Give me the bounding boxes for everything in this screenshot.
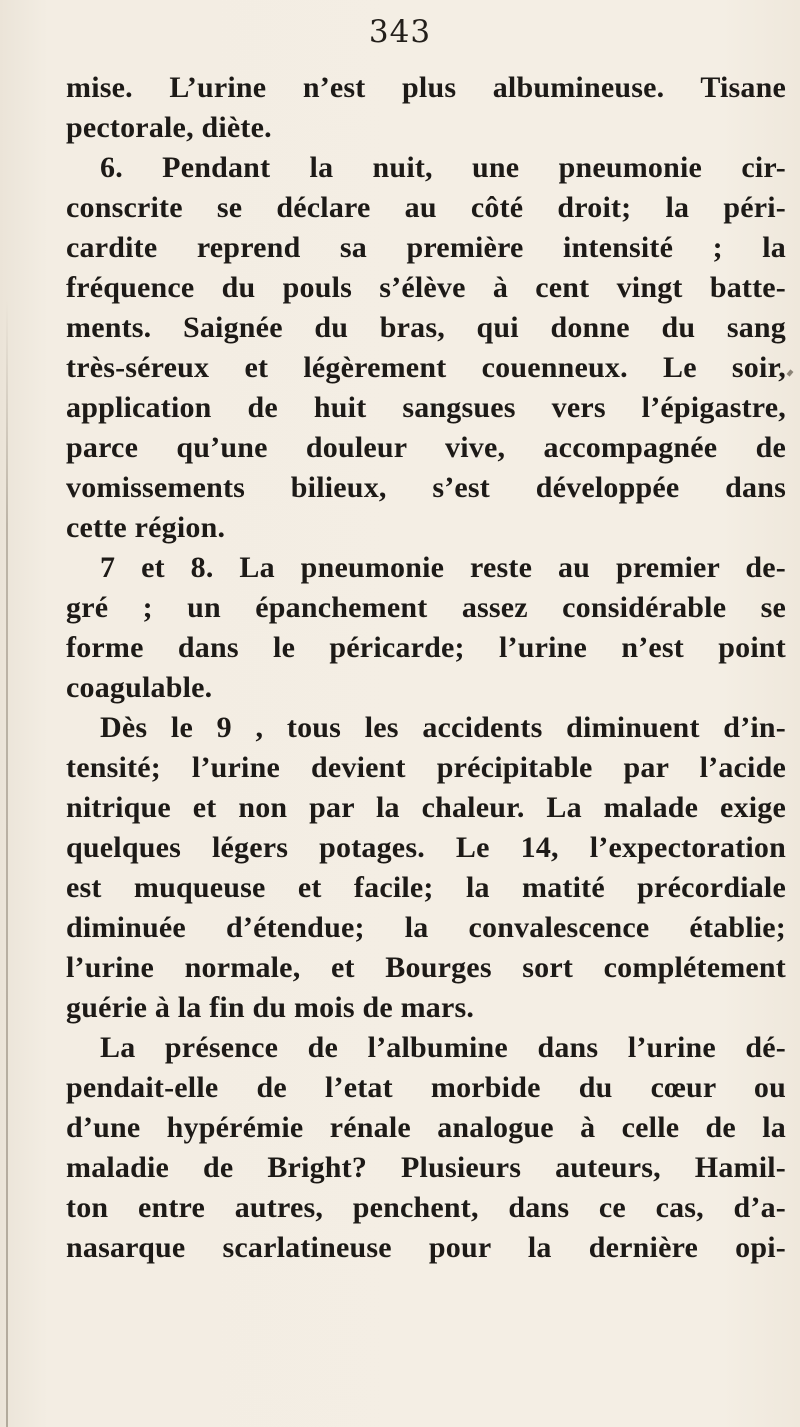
text-line: diminuée d’étendue; la convalescence établie; xyxy=(66,911,786,944)
text-line: La présence de l’albumine dans l’urine dé- xyxy=(100,1031,786,1064)
text-line: 7 et 8. La pneumonie reste au premier de- xyxy=(100,551,786,584)
text-line: vomissements bilieux, s’est développée dans xyxy=(66,471,786,504)
text-line: 6. Pendant la nuit, une pneumonie cir- xyxy=(100,151,786,184)
text-line: cardite reprend sa première intensité ; la xyxy=(66,231,786,264)
text-line: pectorale, diète. xyxy=(66,111,272,144)
text-line: application de huit sangsues vers l’épigastre, xyxy=(66,391,786,424)
text-line: nasarque scarlatineuse pour la dernière opi- xyxy=(66,1231,786,1264)
text-line: pendait-elle de l’etat morbide du cœur ou xyxy=(66,1071,786,1104)
text-line: Dès le 9 , tous les accidents diminuent d’in- xyxy=(100,711,786,744)
text-line: cette région. xyxy=(66,511,226,544)
text-line: coagulable. xyxy=(66,671,213,704)
text-line: guérie à la fin du mois de mars. xyxy=(66,991,475,1024)
text-line: quelques légers potages. Le 14, l’expectoration xyxy=(66,831,786,864)
page-number: 343 xyxy=(368,14,432,50)
text-line: nitrique et non par la chaleur. La malade exige xyxy=(66,791,786,824)
text-line: gré ; un épanchement assez considérable se xyxy=(66,591,786,624)
text-line: est muqueuse et facile; la matité précordiale xyxy=(66,871,786,904)
text-line: ments. Saignée du bras, qui donne du sang xyxy=(66,311,786,344)
text-line: fréquence du pouls s’élève à cent vingt batte- xyxy=(66,271,786,304)
text-line: maladie de Bright? Plusieurs auteurs, Hamil- xyxy=(66,1151,786,1184)
text-line: parce qu’une douleur vive, accompagnée de xyxy=(66,431,786,464)
text-line: tensité; l’urine devient précipitable par l’acide xyxy=(66,751,786,784)
text-line: très-séreux et légèrement couenneux. Le soir, xyxy=(66,351,786,384)
text-line: mise. L’urine n’est plus albumineuse. Tisane xyxy=(66,71,786,104)
body-text xyxy=(66,68,786,1268)
text-line: forme dans le péricarde; l’urine n’est point xyxy=(66,631,786,664)
text-line: ton entre autres, penchent, dans ce cas, d’a- xyxy=(66,1191,786,1224)
text-line: d’une hypérémie rénale analogue à celle de la xyxy=(66,1111,786,1144)
text-line: l’urine normale, et Bourges sort complétement xyxy=(66,951,786,984)
text-line: conscrite se déclare au côté droit; la péri- xyxy=(66,191,786,224)
binding-shadow xyxy=(6,300,8,1427)
margin-mark xyxy=(787,369,794,376)
